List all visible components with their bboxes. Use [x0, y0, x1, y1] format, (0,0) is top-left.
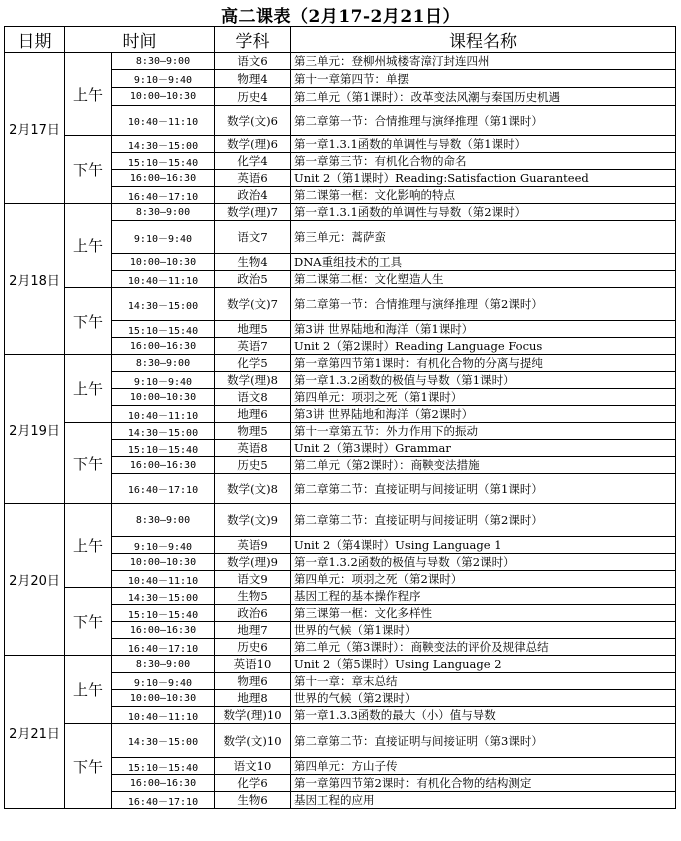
time-cell: 9:10－9:40 — [112, 221, 215, 254]
time-cell: 10:40－11:10 — [112, 571, 215, 588]
time-cell: 10:40－11:10 — [112, 271, 215, 288]
time-cell: 15:10－15:40 — [112, 321, 215, 338]
time-cell: 16:00—16:30 — [112, 170, 215, 187]
subject-cell: 地理5 — [215, 321, 291, 338]
subject-cell: 语文10 — [215, 758, 291, 775]
course-name-cell: 第一章第四节第1课时：有机化合物的分离与提纯 — [291, 355, 676, 372]
half-day-label: 下午 — [65, 136, 112, 204]
subject-cell: 数学(理)10 — [215, 707, 291, 724]
subject-cell: 地理6 — [215, 406, 291, 423]
course-name-cell: 第一章第四节第2课时：有机化合物的结构测定 — [291, 775, 676, 792]
course-name-cell: 第二章第二节：直接证明与间接证明（第2课时） — [291, 504, 676, 537]
course-name-cell: 第一章1.3.2函数的极值与导数（第2课时） — [291, 554, 676, 571]
course-name-cell: 世界的气候（第2课时） — [291, 690, 676, 707]
time-cell: 10:00—10:30 — [112, 554, 215, 571]
course-name-cell: 第十一章第五节：外力作用下的振动 — [291, 423, 676, 440]
course-name-cell: 第四单元：项羽之死（第2课时） — [291, 571, 676, 588]
course-name-cell: Unit 2（第5课时）Using Language 2 — [291, 656, 676, 673]
table-row — [5, 423, 676, 440]
course-name-cell: 第二章第二节：直接证明与间接证明（第3课时） — [291, 724, 676, 758]
table-row — [5, 656, 676, 673]
time-cell: 14:30－15:00 — [112, 588, 215, 605]
time-cell: 16:00—16:30 — [112, 775, 215, 792]
course-name-cell: 第一章1.3.2函数的极值与导数（第1课时） — [291, 372, 676, 389]
course-name-cell: 第一章1.3.1函数的单调性与导数（第2课时） — [291, 204, 676, 221]
time-cell: 8:30—9:00 — [112, 53, 215, 70]
header-date: 日期 — [5, 27, 65, 53]
course-name-cell: 第十一章第四节：单摆 — [291, 70, 676, 88]
table-row — [5, 288, 676, 321]
subject-cell: 数学(理)7 — [215, 204, 291, 221]
course-name-cell: Unit 2（第3课时）Grammar — [291, 440, 676, 457]
time-cell: 8:30—9:00 — [112, 504, 215, 537]
table-row — [5, 504, 676, 537]
day-date: 2月20日 — [5, 504, 65, 656]
time-cell: 15:10－15:40 — [112, 758, 215, 775]
course-name-cell: Unit 2（第1课时）Reading:Satisfaction Guaranteed — [291, 170, 676, 187]
time-cell: 10:00—10:30 — [112, 389, 215, 406]
table-row — [5, 588, 676, 605]
half-day-label: 下午 — [65, 423, 112, 504]
time-cell: 16:40－17:10 — [112, 639, 215, 656]
time-cell: 8:30—9:00 — [112, 656, 215, 673]
half-day-label: 下午 — [65, 288, 112, 355]
subject-cell: 地理7 — [215, 622, 291, 639]
time-cell: 10:40－11:10 — [112, 707, 215, 724]
table-row — [5, 136, 676, 153]
time-cell: 15:10－15:40 — [112, 440, 215, 457]
course-name-cell: 基因工程的应用 — [291, 792, 676, 809]
subject-cell: 化学5 — [215, 355, 291, 372]
time-cell: 14:30－15:00 — [112, 423, 215, 440]
subject-cell: 数学(理)9 — [215, 554, 291, 571]
day-date: 2月17日 — [5, 53, 65, 204]
table-row — [5, 724, 676, 758]
time-cell: 10:00—10:30 — [112, 690, 215, 707]
time-cell: 14:30－15:00 — [112, 136, 215, 153]
course-name-cell: DNA重组技术的工具 — [291, 254, 676, 271]
course-name-cell: 第二单元（第2课时）：商鞅变法措施 — [291, 457, 676, 474]
time-cell: 10:40－11:10 — [112, 406, 215, 423]
time-cell: 14:30－15:00 — [112, 288, 215, 321]
schedule-table — [4, 26, 676, 809]
subject-cell: 数学(文)7 — [215, 288, 291, 321]
course-name-cell: 第三单元：登柳州城楼寄漳汀封连四州 — [291, 53, 676, 70]
time-cell: 9:10－9:40 — [112, 673, 215, 690]
subject-cell: 物理4 — [215, 70, 291, 88]
course-name-cell: 基因工程的基本操作程序 — [291, 588, 676, 605]
subject-cell: 历史5 — [215, 457, 291, 474]
course-name-cell: 第一章1.3.3函数的最大（小）值与导数 — [291, 707, 676, 724]
day-date: 2月19日 — [5, 355, 65, 504]
subject-cell: 语文8 — [215, 389, 291, 406]
subject-cell: 英语8 — [215, 440, 291, 457]
time-cell: 16:00—16:30 — [112, 622, 215, 639]
time-cell: 9:10－9:40 — [112, 372, 215, 389]
course-name-cell: 第二单元（第1课时）：改革变法风潮与秦国历史机遇 — [291, 88, 676, 106]
subject-cell: 数学(文)9 — [215, 504, 291, 537]
table-row — [5, 204, 676, 221]
subject-cell: 生物4 — [215, 254, 291, 271]
time-cell: 15:10－15:40 — [112, 153, 215, 170]
time-cell: 16:00—16:30 — [112, 338, 215, 355]
course-name-cell: 第三课第一框：文化多样性 — [291, 605, 676, 622]
time-cell: 10:00—10:30 — [112, 254, 215, 271]
header-row — [5, 27, 676, 53]
course-name-cell: Unit 2（第4课时）Using Language 1 — [291, 537, 676, 554]
subject-cell: 英语6 — [215, 170, 291, 187]
subject-cell: 政治4 — [215, 187, 291, 204]
subject-cell: 英语7 — [215, 338, 291, 355]
subject-cell: 历史4 — [215, 88, 291, 106]
table-row — [5, 53, 676, 70]
course-name-cell: 第3讲 世界陆地和海洋（第2课时） — [291, 406, 676, 423]
course-name-cell: 第3讲 世界陆地和海洋（第1课时） — [291, 321, 676, 338]
half-day-label: 下午 — [65, 724, 112, 809]
subject-cell: 语文9 — [215, 571, 291, 588]
course-name-cell: 第四单元：项羽之死（第1课时） — [291, 389, 676, 406]
header-course: 课程名称 — [291, 27, 676, 53]
course-name-cell: 第四单元：方山子传 — [291, 758, 676, 775]
half-day-label: 下午 — [65, 588, 112, 656]
time-cell: 16:40－17:10 — [112, 187, 215, 204]
course-name-cell: 第三单元：蒿萨蛮 — [291, 221, 676, 254]
subject-cell: 化学4 — [215, 153, 291, 170]
subject-cell: 生物5 — [215, 588, 291, 605]
course-name-cell: 世界的气候（第1课时） — [291, 622, 676, 639]
subject-cell: 数学(理)6 — [215, 136, 291, 153]
schedule-title: 高二课表（2月17-2月21日） — [220, 7, 461, 27]
course-name-cell: 第二章第一节：合情推理与演绎推理（第2课时） — [291, 288, 676, 321]
subject-cell: 历史6 — [215, 639, 291, 656]
subject-cell: 生物6 — [215, 792, 291, 809]
time-cell: 8:30—9:00 — [112, 355, 215, 372]
time-cell: 10:40－11:10 — [112, 106, 215, 136]
subject-cell: 物理6 — [215, 673, 291, 690]
course-name-cell: 第二章第一节：合情推理与演绎推理（第1课时） — [291, 106, 676, 136]
time-cell: 16:00—16:30 — [112, 457, 215, 474]
course-name-cell: 第十一章：章末总结 — [291, 673, 676, 690]
header-subject: 学科 — [215, 27, 291, 53]
half-day-label: 上午 — [65, 355, 112, 423]
half-day-label: 上午 — [65, 656, 112, 724]
subject-cell: 语文6 — [215, 53, 291, 70]
time-cell: 16:40－17:10 — [112, 792, 215, 809]
subject-cell: 数学(文)8 — [215, 474, 291, 504]
course-name-cell: 第二单元（第3课时）：商鞅变法的评价及规律总结 — [291, 639, 676, 656]
time-cell: 14:30－15:00 — [112, 724, 215, 758]
subject-cell: 语文7 — [215, 221, 291, 254]
time-cell: 10:00—10:30 — [112, 88, 215, 106]
subject-cell: 数学(文)6 — [215, 106, 291, 136]
course-name-cell: 第一章1.3.1函数的单调性与导数（第1课时） — [291, 136, 676, 153]
subject-cell: 数学(理)8 — [215, 372, 291, 389]
time-cell: 9:10－9:40 — [112, 537, 215, 554]
time-cell: 8:30—9:00 — [112, 204, 215, 221]
course-name-cell: 第二课第二框：文化塑造人生 — [291, 271, 676, 288]
course-name-cell: 第一章第三节：有机化合物的命名 — [291, 153, 676, 170]
half-day-label: 上午 — [65, 204, 112, 288]
half-day-label: 上午 — [65, 53, 112, 136]
day-date: 2月21日 — [5, 656, 65, 809]
course-name-cell: Unit 2（第2课时）Reading Language Focus — [291, 338, 676, 355]
subject-cell: 英语10 — [215, 656, 291, 673]
schedule-body — [5, 53, 676, 809]
time-cell: 9:10－9:40 — [112, 70, 215, 88]
course-name-cell: 第二章第二节：直接证明与间接证明（第1课时） — [291, 474, 676, 504]
subject-cell: 化学6 — [215, 775, 291, 792]
course-name-cell: 第二课第一框：文化影响的特点 — [291, 187, 676, 204]
subject-cell: 物理5 — [215, 423, 291, 440]
time-cell: 16:40－17:10 — [112, 474, 215, 504]
header-time: 时间 — [65, 27, 215, 53]
table-row — [5, 355, 676, 372]
subject-cell: 政治6 — [215, 605, 291, 622]
time-cell: 15:10－15:40 — [112, 605, 215, 622]
day-date: 2月18日 — [5, 204, 65, 355]
half-day-label: 上午 — [65, 504, 112, 588]
subject-cell: 政治5 — [215, 271, 291, 288]
subject-cell: 英语9 — [215, 537, 291, 554]
subject-cell: 数学(文)10 — [215, 724, 291, 758]
subject-cell: 地理8 — [215, 690, 291, 707]
